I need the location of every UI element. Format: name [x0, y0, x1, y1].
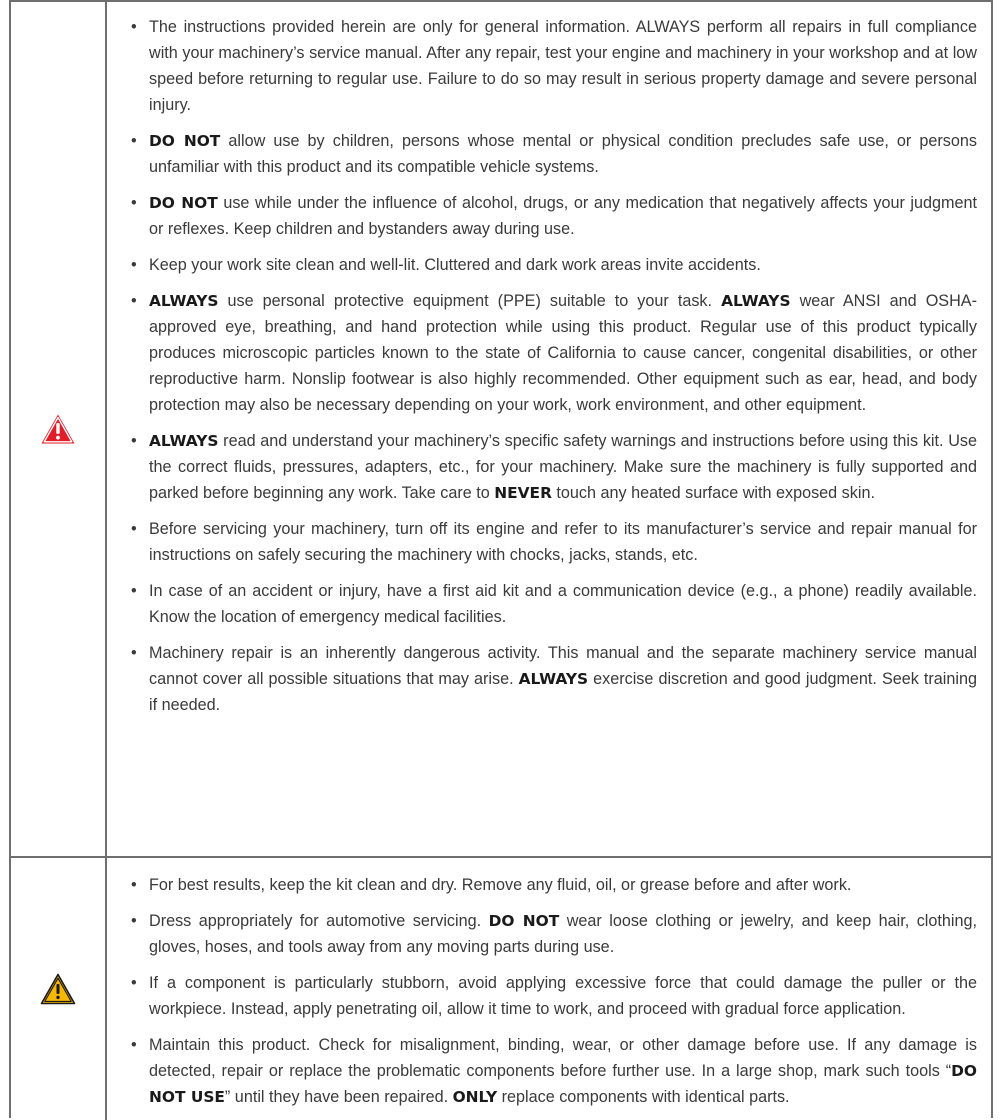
caution-text-cell	[107, 858, 991, 1120]
list-item	[129, 428, 977, 506]
danger-section	[11, 2, 991, 858]
item-text: wear ANSI and OSHA-approved eye, breathing, and hand protection while using this product. Regular use of this product typically produces microscopic particles known to the state of California to cause cancer, congenital disabilities, or other reproductive harm. Nonslip footwear is also highly recommended. Other equipment such as ear, head, and body protection may also be necessary depending on your work, work environment, and other equipment.	[149, 292, 977, 414]
list-item	[129, 578, 977, 630]
item-text: use while under the influence of alcohol, drugs, or any medication that negatively affects your judgment or reflexes. Keep children and bystanders away during use.	[149, 194, 977, 238]
item-text: touch any heated surface with exposed skin.	[551, 484, 875, 502]
safety-table	[9, 0, 993, 1118]
item-text: Keep your work site clean and well-lit. Cluttered and dark work areas invite accidents.	[149, 256, 761, 274]
list-item	[129, 872, 977, 898]
list-item	[129, 640, 977, 718]
item-text: For best results, keep the kit clean and dry. Remove any fluid, oil, or grease before and after work.	[149, 876, 852, 894]
item-text: wear loose clothing or jewelry, and keep hair, clothing, gloves, hoses, and tools away from any moving parts during use.	[149, 912, 977, 956]
item-text: use personal protective equipment (PPE) suitable to your task.	[218, 292, 722, 310]
list-item	[129, 908, 977, 960]
item-text: Dress appropriately for automotive servicing.	[149, 912, 489, 930]
emphasis-text: DO NOT	[149, 132, 221, 150]
danger-icon-cell	[11, 2, 107, 856]
emphasis-text: ALWAYS	[518, 670, 589, 688]
emphasis-text: DO NOT	[488, 912, 560, 930]
item-text: The instructions provided herein are only for general information. ALWAYS perform all repairs in full compliance with your machinery’s service manual. After any repair, test your engine and machinery in your workshop and at low speed before returning to regular use. Failure to do so may result in serious property damage and severe personal injury.	[149, 18, 977, 114]
caution-list	[129, 858, 977, 1110]
list-item	[129, 970, 977, 1022]
caution-warning-icon	[40, 973, 76, 1005]
item-text: replace components with identical parts.	[497, 1088, 790, 1106]
emphasis-text: DO NOT USE	[149, 1062, 977, 1106]
list-item	[129, 1032, 977, 1110]
emphasis-text: DO NOT	[149, 194, 218, 212]
list-item	[129, 14, 977, 118]
item-text: Before servicing your machinery, turn off its engine and refer to its manufacturer’s service and repair manual for instructions on safely securing the machinery with chocks, jacks, stands, etc.	[149, 520, 977, 564]
emphasis-text: ONLY	[452, 1088, 498, 1106]
list-item	[129, 128, 977, 180]
danger-warning-icon	[40, 413, 76, 445]
item-text: read and understand your machinery’s specific safety warnings and instructions before using this kit. Use the correct fluids, pressures, adapters, etc., for your machinery. Make sure the machinery is fully supported and parked before beginning any work. Take care to	[149, 432, 977, 502]
list-item	[129, 288, 977, 418]
emphasis-text: ALWAYS	[149, 432, 219, 450]
list-item	[129, 190, 977, 242]
emphasis-text: NEVER	[494, 484, 552, 502]
item-text: exercise discretion and good judgment. Seek training if needed.	[149, 670, 977, 714]
item-text: In case of an accident or injury, have a first aid kit and a communication device (e.g., a phone) readily available. Know the location of emergency medical facilities.	[149, 582, 977, 626]
emphasis-text: ALWAYS	[721, 292, 791, 310]
caution-icon-cell	[11, 858, 107, 1120]
list-item	[129, 516, 977, 568]
item-text: allow use by children, persons whose mental or physical condition precludes safe use, or persons unfamiliar with this product and its compatible vehicle systems.	[149, 132, 977, 176]
item-text: If a component is particularly stubborn, avoid applying excessive force that could damage the puller or the workpiece. Instead, apply penetrating oil, allow it time to work, and proceed with gradual force application.	[149, 974, 977, 1018]
emphasis-text: ALWAYS	[149, 292, 219, 310]
danger-list	[129, 2, 977, 718]
item-text: Machinery repair is an inherently dangerous activity. This manual and the separate machinery service manual cannot cover all possible situations that may arise.	[149, 644, 977, 688]
danger-text-cell	[107, 2, 991, 856]
item-text: ” until they have been repaired.	[224, 1088, 453, 1106]
list-item	[129, 252, 977, 278]
caution-section	[11, 858, 991, 1120]
item-text: Maintain this product. Check for misalignment, binding, wear, or other damage before use. If any damage is detected, repair or replace the problematic components before further use. In a large shop, mark such tools “	[149, 1036, 977, 1080]
